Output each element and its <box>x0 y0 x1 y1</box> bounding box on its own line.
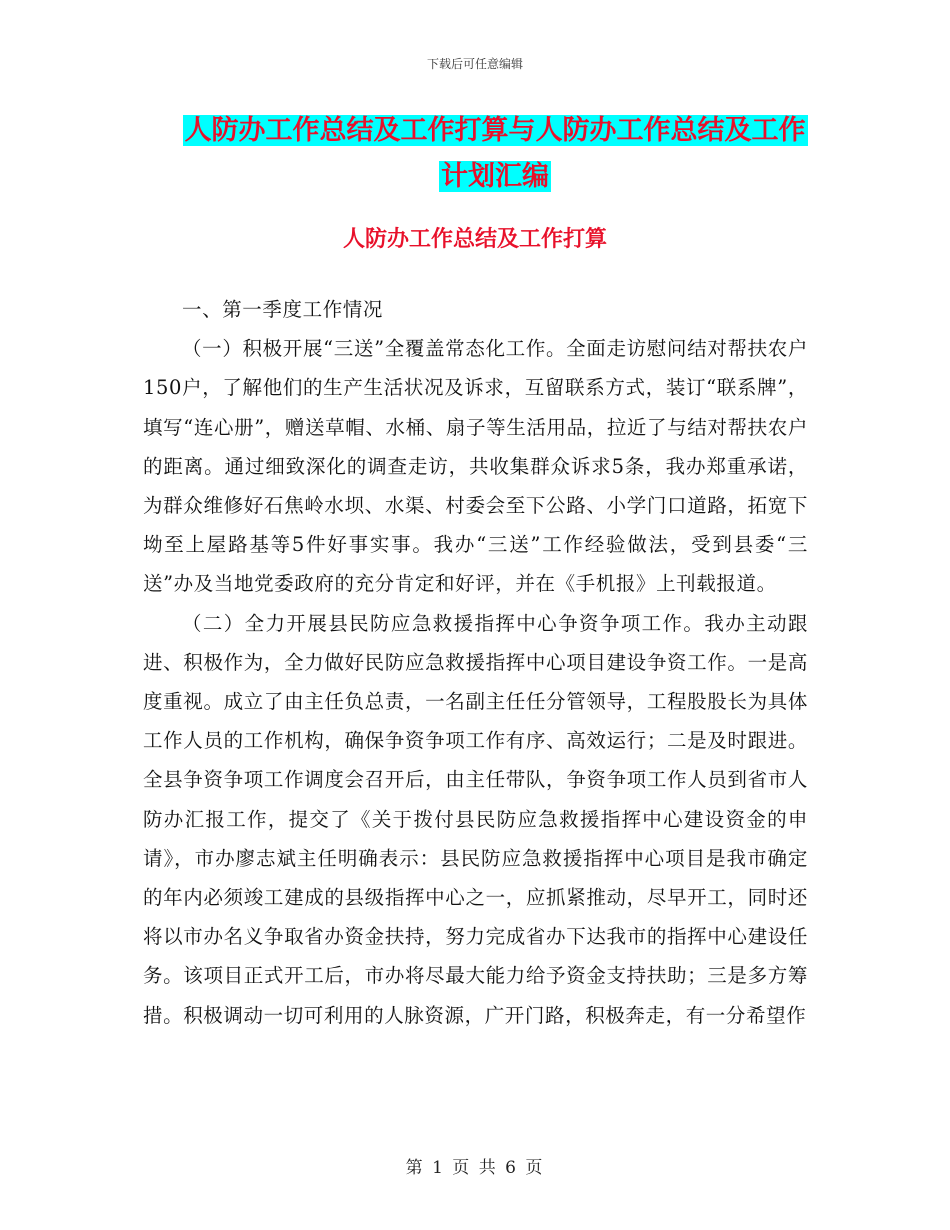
paragraph-1: （一）积极开展“三送”全覆盖常态化工作。全面走访慰问结对帮扶农户150户，了解他们的生产生活状况及诉求，互留联系方式，装订“联系牌”，填写“连心册”，赠送草帽、水桶、扇子等生活用品，拉近了与结对帮扶农户的距离。通过细致深化的调查走访，共收集群众诉求5条，我办郑重承诺，为群众维修好石焦岭水坝、水渠、村委会至下公路、小学门口道路，拓宽下坳至上屋路基等5件好事实事。我办“三送”工作经验做法，受到县委“三送”办及当地党委政府的充分肯定和好评，并在《手机报》上刊载报道。 <box>143 337 808 596</box>
section-title: 人防办工作总结及工作打算 <box>342 227 607 252</box>
title-line-2: 计划汇编 <box>441 161 549 192</box>
paragraph-2: （二）全力开展县民防应急救援指挥中心争资争项工作。我办主动跟进、积极作为，全力做好民防应急救援指挥中心项目建设争资工作。一是高度重视。成立了由主任负总责，一名副主任任分管领导，工程股股长为具体工作人员的工作机构，确保争资争项工作有序、高效运行；二是及时跟进。全县争资争项工作调度会召开后，由主任带队，争资争项工作人员到省市人防办汇报工作，提交了《关于拨付县民防应急救援指挥中心建设资金的申请》，市办廖志斌主任明确表示：县民防应急救援指挥中心项目是我市确定的年内必须竣工建成的县级指挥中心之一，应抓紧推动，尽早开工，同时还将以市办名义争取省办资金扶持，努力完成省办下达我市的指挥中心建设任务。该项目正式开工后，市办将尽最大能力给予资金支持扶助；三是多方筹措。积极调动一切可利用的人脉资源，广开门路，积极奔走，有一分希望作 <box>143 611 808 1027</box>
title-line-1: 人防办工作总结及工作打算与人防办工作总结及工作 <box>184 115 806 146</box>
section-heading: 一、第一季度工作情况 <box>182 298 384 321</box>
page-footer: 第 1 页 共 6 页 <box>405 1158 545 1178</box>
header-note: 下载后可任意编辑 <box>426 57 523 71</box>
document-title <box>145 108 845 200</box>
document-body <box>143 290 808 1035</box>
